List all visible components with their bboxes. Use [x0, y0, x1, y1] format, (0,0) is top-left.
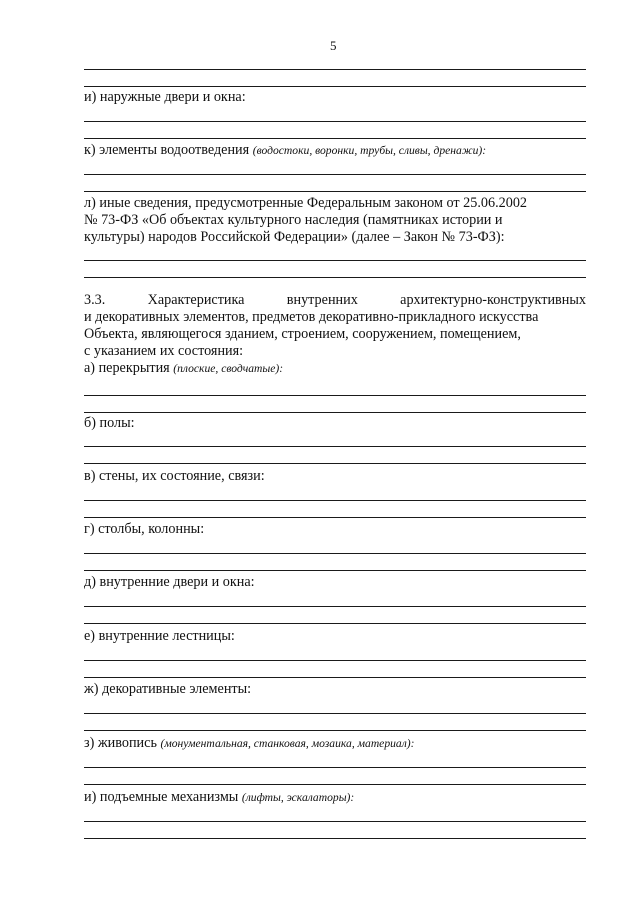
item-drainage-label: к) элементы водоотведения — [84, 142, 250, 158]
item-painting — [84, 735, 586, 752]
fill-line — [84, 553, 586, 554]
heading-word: Характеристика — [147, 292, 245, 308]
item-lifts-note: (лифты, эскалаторы): — [241, 791, 355, 804]
fill-line — [84, 395, 586, 396]
fill-line — [84, 606, 586, 607]
fill-line — [84, 69, 586, 70]
item-ceilings — [84, 360, 586, 377]
fill-line — [84, 446, 586, 447]
fill-line — [84, 730, 586, 731]
fill-line — [84, 767, 586, 768]
item-other-info-line3: культуры) народов Российской Федерации» (далее – Закон № 73-ФЗ): — [84, 229, 505, 245]
fill-line — [84, 677, 586, 678]
section-3-3-heading — [84, 292, 586, 309]
fill-line — [84, 517, 586, 518]
item-inner-stairs: е) внутренние лестницы: — [84, 628, 235, 644]
fill-line — [84, 660, 586, 661]
fill-line — [84, 821, 586, 822]
fill-line — [84, 277, 586, 278]
item-other-info-line2: № 73-ФЗ «Об объектах культурного наследия (памятниках истории и — [84, 212, 503, 228]
item-drainage — [84, 142, 586, 159]
item-painting-label: з) живопись — [84, 735, 157, 751]
item-outer-doors-windows: и) наружные двери и окна: — [84, 89, 246, 105]
item-lifts-label: и) подъемные механизмы — [84, 789, 239, 805]
fill-line — [84, 838, 586, 839]
fill-line — [84, 784, 586, 785]
fill-line — [84, 86, 586, 87]
section-3-3-line2: и декоративных элементов, предметов декоративно-прикладного искусства — [84, 309, 539, 325]
fill-line — [84, 138, 586, 139]
fill-line — [84, 174, 586, 175]
fill-line — [84, 713, 586, 714]
item-columns: г) столбы, колонны: — [84, 521, 205, 537]
item-inner-doors-windows: д) внутренние двери и окна: — [84, 574, 255, 590]
item-other-info-line1: л) иные сведения, предусмотренные Федеральным законом от 25.06.2002 — [84, 195, 528, 211]
item-floors: б) полы: — [84, 415, 135, 431]
fill-line — [84, 121, 586, 122]
fill-line — [84, 260, 586, 261]
section-number: 3.3. — [84, 292, 106, 308]
fill-line — [84, 570, 586, 571]
heading-word: архитектурно-конструктивных — [400, 292, 586, 308]
item-decorative-elements: ж) декоративные элементы: — [84, 681, 252, 697]
item-ceilings-note: (плоские, сводчатые): — [173, 362, 284, 375]
fill-line — [84, 500, 586, 501]
item-painting-note: (монументальная, станковая, мозаика, материал): — [160, 737, 415, 750]
section-3-3-line4: с указанием их состояния: — [84, 343, 244, 359]
item-walls: в) стены, их состояние, связи: — [84, 468, 265, 484]
item-ceilings-label: а) перекрытия — [84, 360, 170, 376]
item-lifts — [84, 789, 586, 806]
fill-line — [84, 412, 586, 413]
page-number: 5 — [330, 38, 337, 53]
item-drainage-note: (водостоки, воронки, трубы, сливы, дренажи): — [252, 144, 487, 157]
fill-line — [84, 463, 586, 464]
section-3-3-line3: Объекта, являющегося зданием, строением, сооружением, помещением, — [84, 326, 521, 342]
fill-line — [84, 191, 586, 192]
fill-line — [84, 623, 586, 624]
heading-word: внутренних — [286, 292, 358, 308]
